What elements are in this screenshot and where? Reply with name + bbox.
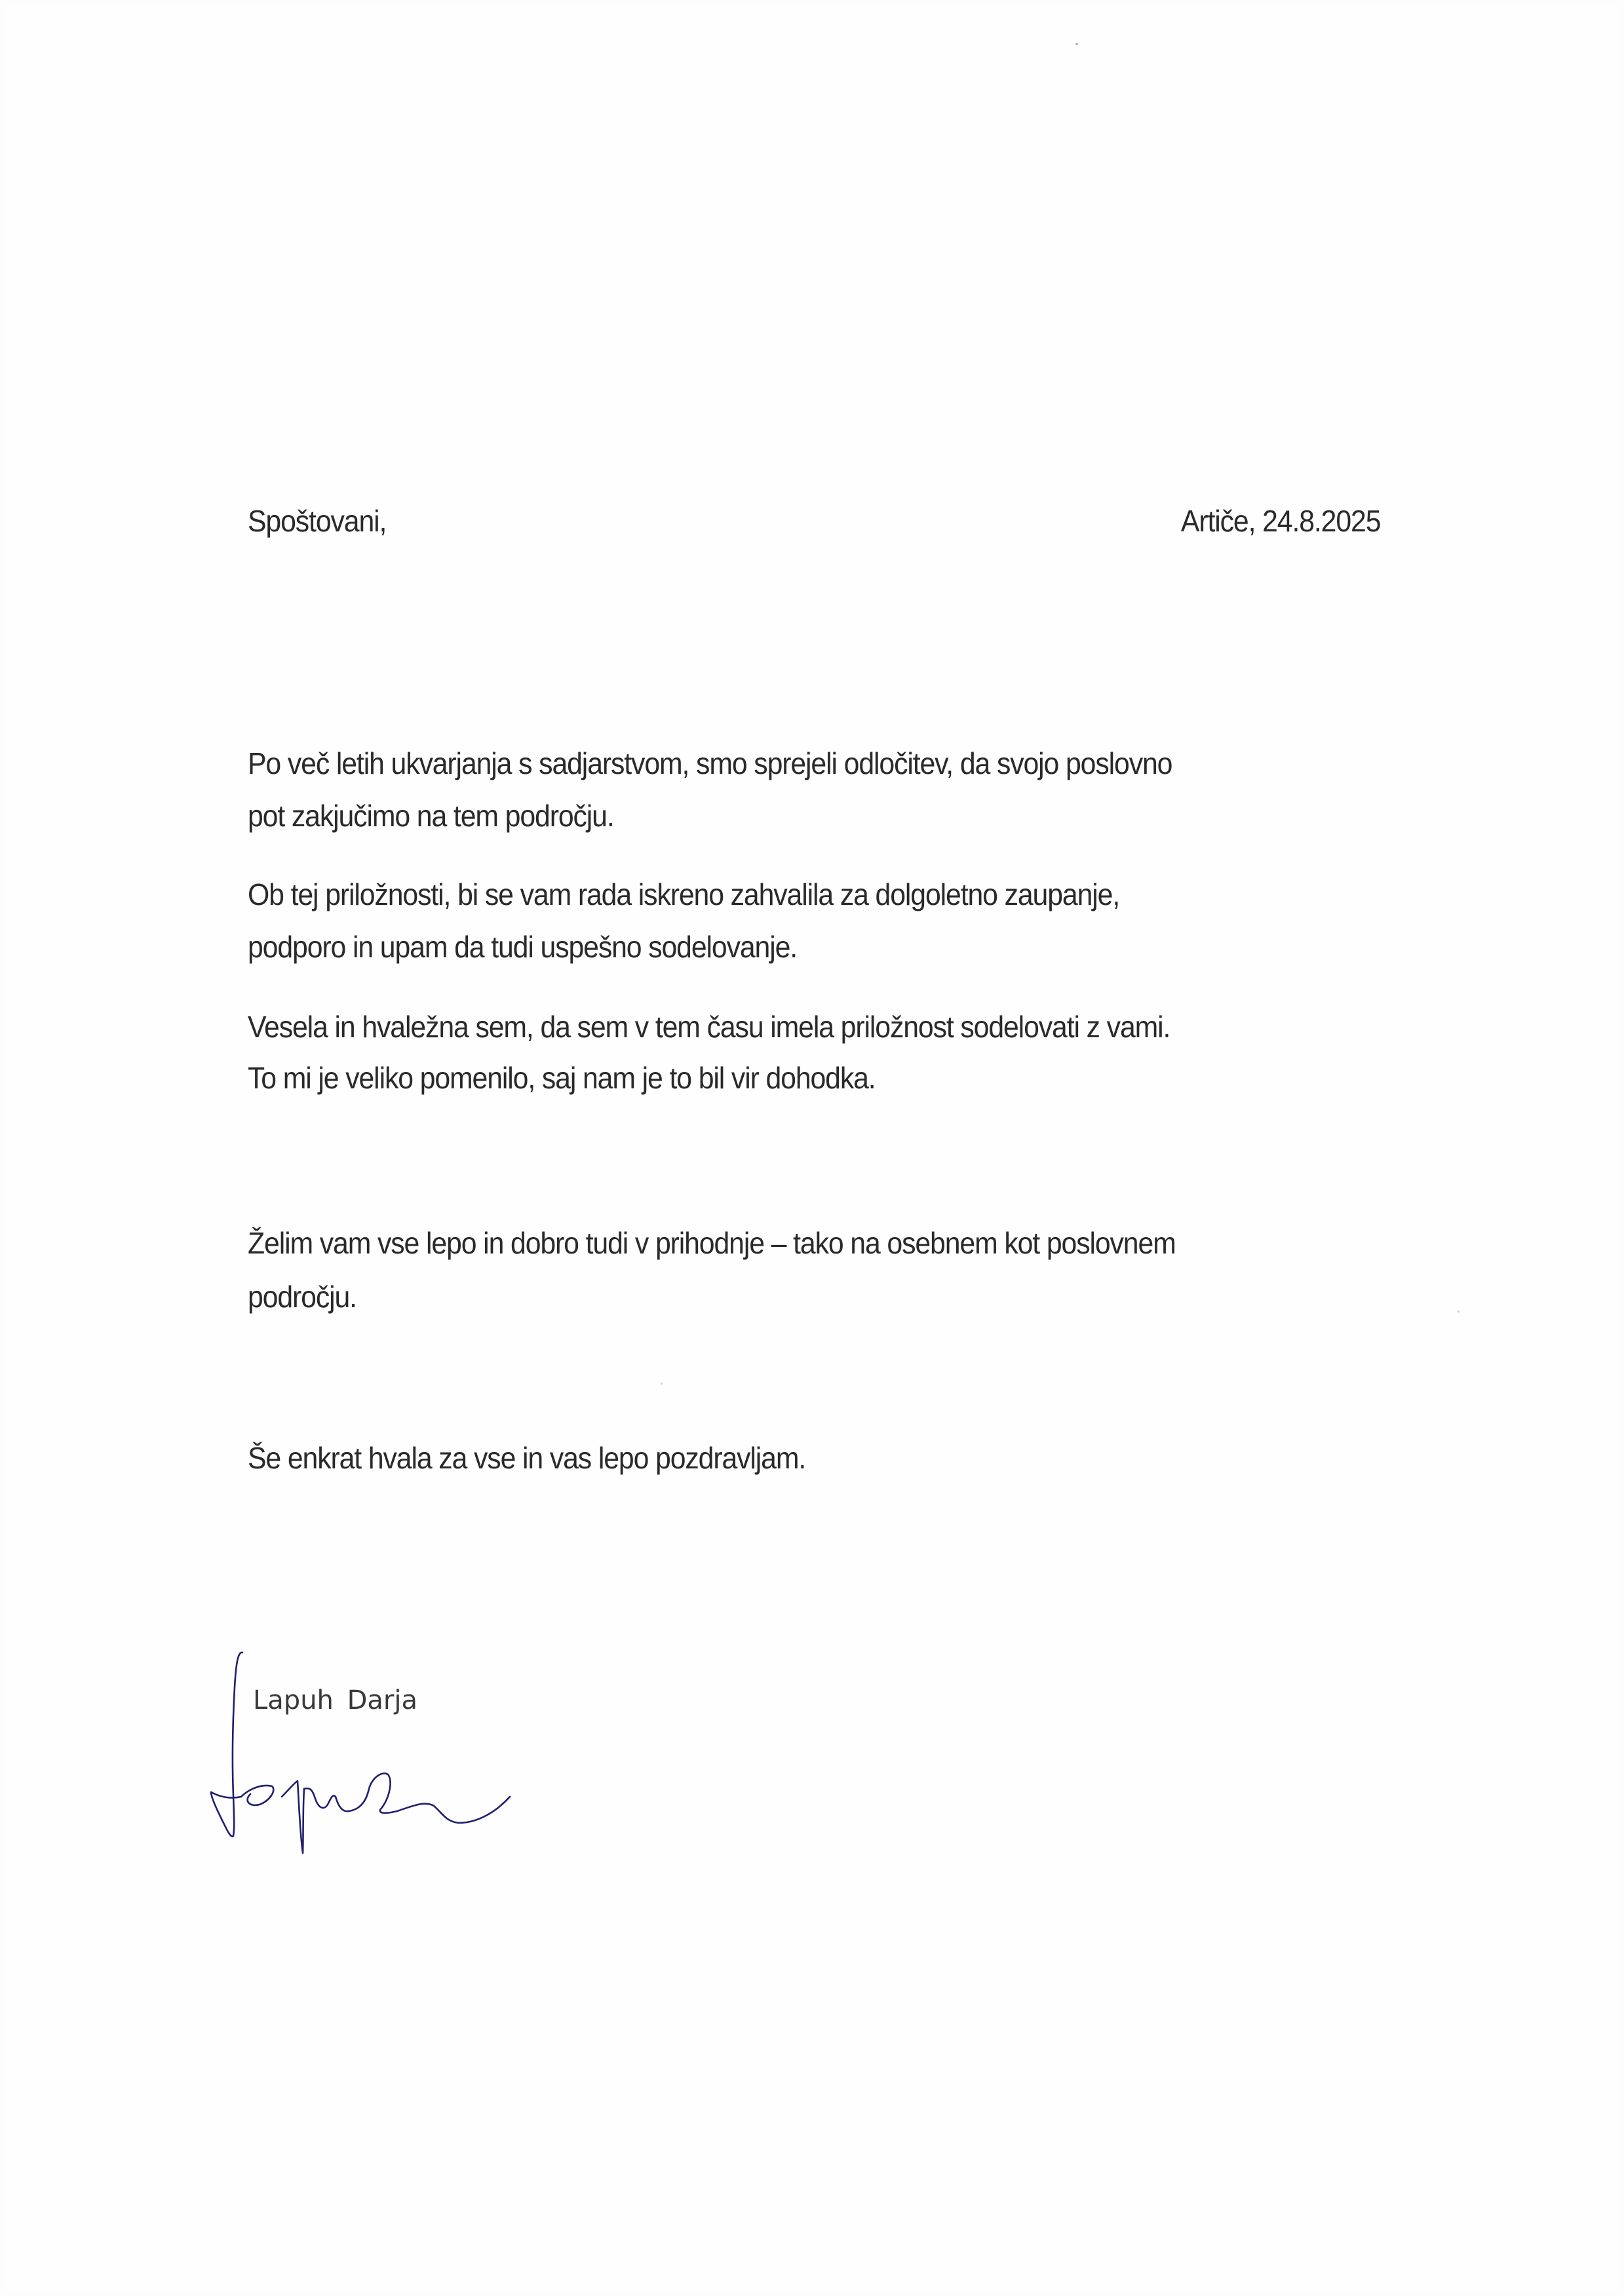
- paragraph-2-line-2: podporo in upam da tudi uspešno sodelovanje.: [248, 930, 798, 964]
- scan-speck: [1458, 1311, 1460, 1312]
- signature-stroke-u: [304, 1788, 349, 1811]
- paragraph-4-line-1: Želim vam vse lepo in dobro tudi v prihodnje – tako na osebnem kot poslovnem: [248, 1226, 1176, 1260]
- signature-stroke-a: [349, 1773, 397, 1812]
- closing-sentence: Še enkrat hvala za vse in vas lepo pozdravljam.: [248, 1441, 806, 1475]
- signature-stroke-o: [241, 1786, 273, 1805]
- paragraph-2-line-1: Ob tej priložnosti, bi se vam rada iskreno zahvalila za dolgoletno zaupanje,: [248, 877, 1120, 911]
- letter-page: [4, 4, 1620, 2292]
- signature-stroke-p: [282, 1781, 304, 1853]
- signer-name: Lapuh Darja: [253, 1685, 417, 1715]
- signature-stroke-initial: [211, 1653, 242, 1837]
- handwritten-signature: [197, 1625, 629, 1861]
- paragraph-1-line-1: Po več letih ukvarjanja s sadjarstvom, smo sprejeli odločitev, da svojo poslovno: [248, 746, 1172, 780]
- place-and-date: Artiče, 24.8.2025: [1180, 504, 1380, 538]
- paragraph-4-line-2: področju.: [248, 1280, 357, 1314]
- paragraph-1-line-2: pot zakjučimo na tem področju.: [248, 799, 614, 833]
- salutation: Spoštovani,: [248, 504, 387, 538]
- scan-speck: [661, 1383, 663, 1385]
- paragraph-3-line-2: To mi je veliko pomenilo, saj nam je to bil vir dohodka.: [248, 1061, 876, 1095]
- scan-speck: [1075, 43, 1078, 45]
- paragraph-3-line-1: Vesela in hvaležna sem, da sem v tem času imela priložnost sodelovati z vami.: [248, 1010, 1170, 1044]
- signature-stroke-tail: [397, 1797, 510, 1823]
